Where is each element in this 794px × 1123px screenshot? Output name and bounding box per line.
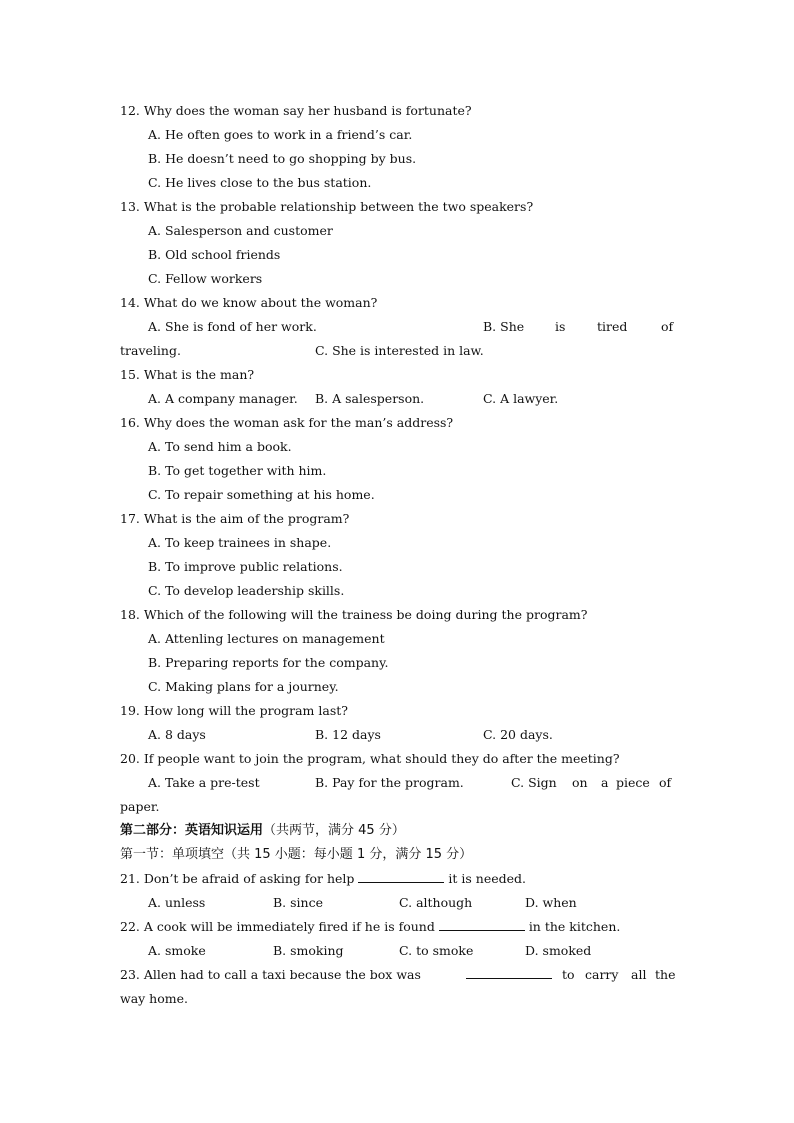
q20-option-c-word: on (572, 775, 588, 790)
q15-option-a: A. A company manager. (148, 391, 298, 406)
q21-stem-end: it is needed. (448, 871, 526, 886)
q14-option-b-word: traveling. (120, 343, 181, 358)
q19-option-a: A. 8 days (148, 727, 206, 742)
q13-option-b: B. Old school friends (148, 247, 281, 262)
q19-option-c: C. 20 days. (483, 727, 553, 742)
q16-option-b: B. To get together with him. (148, 463, 327, 478)
q19-option-b: B. 12 days (315, 727, 381, 742)
q14-stem: 14. What do we know about the woman? (120, 295, 378, 310)
q17-option-b: B. To improve public relations. (148, 559, 343, 574)
q14-option-b-word: is (555, 319, 566, 334)
q21-option-d: D. when (525, 895, 577, 910)
q17-option-c: C. To develop leadership skills. (148, 583, 345, 598)
q23-stem-word: the (655, 967, 676, 982)
q14-option-c: C. She is interested in law. (315, 343, 484, 358)
q20-stem: 20. If people want to join the program, what should they do after the meeting? (120, 751, 620, 766)
q20-option-c-word: a (601, 775, 609, 790)
section1-heading: 第一节：单项填空（共 15 小题：每小题 1 分，满分 15 分） (120, 847, 473, 862)
q16-option-c: C. To repair something at his home. (148, 487, 375, 502)
q20-option-c-word: piece (616, 775, 650, 790)
q18-option-b: B. Preparing reports for the company. (148, 655, 389, 670)
q18-stem: 18. Which of the following will the trainess be doing during the program? (120, 607, 588, 622)
q20-option-c-word: C. Sign (511, 775, 557, 790)
q22-option-b: B. smoking (273, 943, 344, 958)
q23-stem-word: carry (585, 967, 619, 982)
q23-stem-word: all (631, 967, 647, 982)
q14-option-a: A. She is fond of her work. (148, 319, 317, 334)
q22-option-d: D. smoked (525, 943, 592, 958)
q22-option-c: C. to smoke (399, 943, 474, 958)
q17-stem: 17. What is the aim of the program? (120, 511, 350, 526)
q21-option-b: B. since (273, 895, 323, 910)
q14-option-b-word: tired (597, 319, 628, 334)
q15-stem: 15. What is the man? (120, 367, 255, 382)
q15-option-c: C. A lawyer. (483, 391, 559, 406)
q22-stem-end: in the kitchen. (528, 919, 621, 934)
q14-option-b-word: B. She (483, 319, 525, 334)
q18-option-c: C. Making plans for a journey. (148, 679, 339, 694)
q16-stem: 16. Why does the woman ask for the man’s address? (120, 415, 454, 430)
q23-stem: 23. Allen had to call a taxi because the box was (120, 967, 421, 982)
q23-answer-blank-wrap (466, 963, 552, 987)
part2-heading (120, 819, 405, 843)
q20-option-c-word: paper. (120, 799, 160, 814)
q23-answer-blank (466, 964, 552, 979)
part2-note: （共两节，满分 45 分） (263, 823, 405, 838)
q23-stem-word: to (562, 967, 575, 982)
q22-option-a: A. smoke (148, 943, 206, 958)
q13-option-a: A. Salesperson and customer (148, 223, 333, 238)
part2-title: 第二部分：英语知识运用 (120, 823, 264, 838)
q21-option-a: A. unless (148, 895, 206, 910)
q13-stem: 13. What is the probable relationship between the two speakers? (120, 199, 534, 214)
q20-option-a: A. Take a pre-test (148, 775, 260, 790)
q23-stem-continued: way home. (120, 991, 188, 1006)
q12-stem: 12. Why does the woman say her husband is fortunate? (120, 103, 472, 118)
q19-stem: 19. How long will the program last? (120, 703, 348, 718)
q14-option-b-word: of (661, 319, 674, 334)
q21-stem-start: 21. Don’t be afraid of asking for help (120, 871, 355, 886)
q12-option-b: B. He doesn’t need to go shopping by bus. (148, 151, 417, 166)
q20-option-c-word: of (659, 775, 672, 790)
q15-option-b: B. A salesperson. (315, 391, 425, 406)
q21-stem (120, 867, 526, 891)
q22-stem-start: 22. A cook will be immediately fired if he is found (120, 919, 435, 934)
q22-stem (120, 915, 620, 939)
q13-option-c: C. Fellow workers (148, 271, 263, 286)
q22-answer-blank (439, 916, 525, 931)
q16-option-a: A. To send him a book. (148, 439, 292, 454)
q18-option-a: A. Attenling lectures on management (148, 631, 385, 646)
q12-option-c: C. He lives close to the bus station. (148, 175, 372, 190)
q21-answer-blank (358, 868, 444, 883)
q17-option-a: A. To keep trainees in shape. (148, 535, 332, 550)
q21-option-c: C. although (399, 895, 473, 910)
q20-option-b: B. Pay for the program. (315, 775, 464, 790)
q12-option-a: A. He often goes to work in a friend’s car. (148, 127, 413, 142)
